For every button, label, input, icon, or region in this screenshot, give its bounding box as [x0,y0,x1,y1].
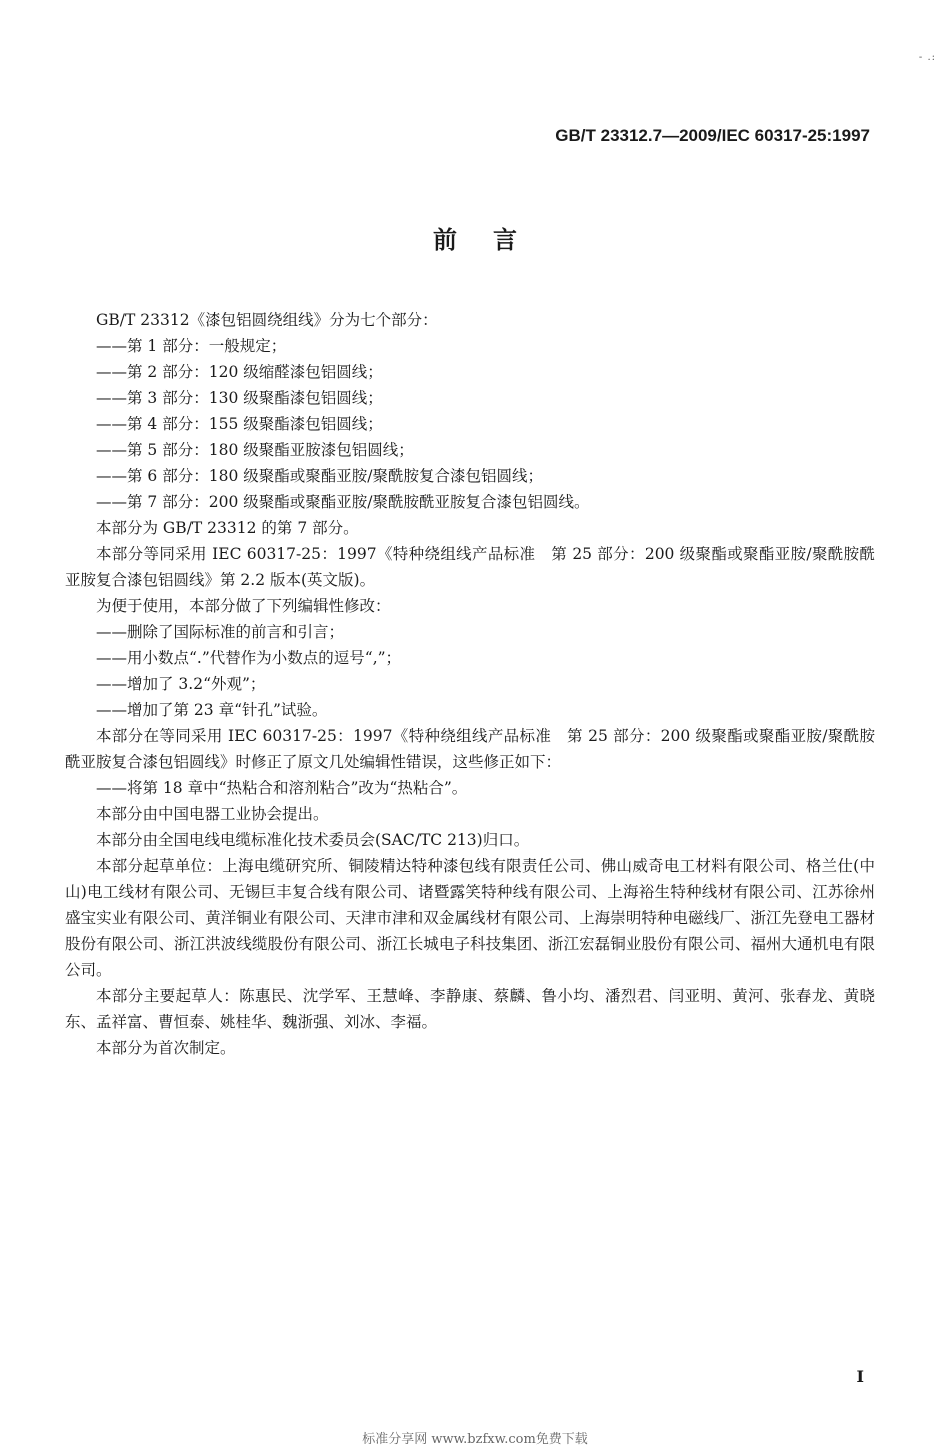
list-item: ——第 7 部分：200 级聚酯或聚酯亚胺/聚酰胺酰亚胺复合漆包铝圆线。 [96,493,590,511]
standard-number: GB/T 23312.7—2009/IEC 60317-25:1997 [555,126,870,145]
paragraph: GB/T 23312《漆包铝圆绕组线》分为七个部分： [96,311,438,329]
paragraph: 本部分主要起草人：陈惠民、沈学军、王慧峰、李静康、蔡麟、鲁小均、潘烈君、闫亚明、黄河、张春龙、黄晓东、孟祥富、曹恒泰、姚桂华、魏浙强、刘冰、李福。 [65,987,875,1031]
list-item: ——将第 18 章中“热粘合和溶剂粘合”改为“热粘合”。 [96,779,468,797]
paragraph: 本部分由全国电线电缆标准化技术委员会(SAC/TC 213)归口。 [96,831,530,849]
list-item: ——第 4 部分：155 级聚酯漆包铝圆线； [96,415,383,433]
paragraph: 本部分起草单位：上海电缆研究所、铜陵精达特种漆包线有限责任公司、佛山威奇电工材料有限公司、格兰仕(中山)电工线材有限公司、无锡巨丰复合线有限公司、诸暨露笑特种线有限公司、上海裕生特种线材有限公司、江苏徐州盛宝实业有限公司、黄洋铜业有限公司、天津市津和双金属线材有限公司、上海崇明特种电磁线厂、浙江先登电工器材股份有限公司、浙江洪波线缆股份有限公司、浙江长城电子科技集团、浙江宏磊铜业股份有限公司、福州大通机电有限公司。 [65,857,875,979]
list-item: ——第 2 部分：120 级缩醛漆包铝圆线； [96,363,383,381]
list-item: ——第 1 部分：一般规定； [96,337,287,355]
list-item: ——第 5 部分：180 级聚酯亚胺漆包铝圆线； [96,441,414,459]
page-title: 前言 [433,226,553,254]
page-number: I [856,1367,864,1386]
paragraph: 为便于使用，本部分做了下列编辑性修改： [96,597,391,615]
corner-mark: - .: [918,52,936,63]
list-item: ——增加了第 23 章“针孔”试验。 [96,701,328,719]
paragraph: 本部分由中国电器工业协会提出。 [96,805,329,823]
paragraph: 本部分等同采用 IEC 60317-25：1997《特种绕组线产品标准 第 25 部分：200 级聚酯或聚酯亚胺/聚酰胺酰亚胺复合漆包铝圆线》第 2.2 版本(英文版)。 [65,545,875,589]
paragraph: 本部分为 GB/T 23312 的第 7 部分。 [96,519,359,537]
list-item: ——增加了 3.2“外观”； [96,675,266,693]
list-item: ——用小数点“.”代替作为小数点的逗号“,”； [96,649,402,667]
document-body [65,307,875,1061]
paragraph: 本部分为首次制定。 [96,1039,236,1057]
list-item: ——第 6 部分：180 级聚酯或聚酯亚胺/聚酰胺复合漆包铝圆线； [96,467,543,485]
paragraph: 本部分在等同采用 IEC 60317-25：1997《特种绕组线产品标准 第 25 部分：200 级聚酯或聚酯亚胺/聚酰胺酰亚胺复合漆包铝圆线》时修正了原文几处编辑性错误，这些修正如下： [65,727,875,771]
watermark-text: 标准分享网 www.bzfxw.com免费下载 [362,1432,588,1447]
list-item: ——删除了国际标准的前言和引言； [96,623,345,641]
list-item: ——第 3 部分：130 级聚酯漆包铝圆线； [96,389,383,407]
